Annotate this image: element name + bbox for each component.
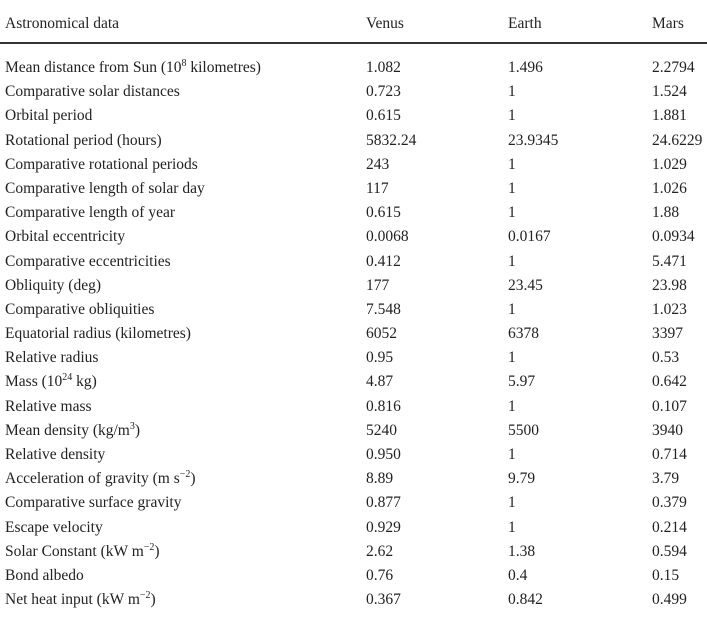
- cell-mars: 0.499: [652, 591, 687, 609]
- row-label: Comparative length of solar day: [5, 179, 205, 197]
- row-label: Comparative solar distances: [5, 83, 180, 101]
- cell-mars: 24.6229: [652, 131, 703, 149]
- cell-mars: 1.023: [652, 300, 687, 318]
- table-row: [0, 131, 707, 155]
- cell-venus: 7.548: [366, 300, 401, 318]
- row-label: Relative radius: [5, 349, 99, 367]
- table-row: [0, 590, 707, 614]
- cell-earth: 1.38: [508, 542, 536, 560]
- cell-venus: 0.950: [366, 446, 401, 463]
- cell-venus: 0.615: [366, 204, 401, 222]
- table-row: [0, 227, 707, 251]
- cell-mars: 0.594: [652, 542, 687, 560]
- cell-venus: 0.367: [366, 591, 401, 609]
- table-row: [0, 348, 707, 372]
- header-earth: Earth: [508, 15, 542, 32]
- cell-earth: 1: [508, 518, 516, 536]
- header-astronomical-data: Astronomical data: [5, 15, 120, 32]
- table-row: [0, 203, 707, 227]
- cell-earth: 1.496: [508, 59, 543, 76]
- table-body: [0, 58, 707, 614]
- row-label: Relative mass: [5, 397, 92, 415]
- header-mars: Mars: [652, 15, 684, 32]
- table-row: [0, 542, 707, 566]
- table-row: [0, 276, 707, 300]
- cell-earth: 1: [508, 397, 516, 415]
- cell-venus: 8.89: [366, 470, 394, 488]
- cell-mars: 1.029: [652, 155, 687, 173]
- row-label: Mean distance from Sun ($10^8$ kilometres): [5, 58, 261, 76]
- cell-venus: 5832.24: [366, 131, 417, 149]
- table-row: [0, 252, 707, 276]
- row-label: Mass ($10^{24}$ kg): [5, 372, 97, 391]
- cell-venus: 0.412: [366, 252, 401, 270]
- cell-venus: 0.816: [366, 397, 401, 415]
- cell-venus: 0.877: [366, 494, 401, 512]
- cell-mars: 0.15: [652, 566, 680, 584]
- cell-mars: 23.98: [652, 276, 687, 294]
- cell-venus: 1.082: [366, 59, 401, 76]
- row-label: Comparative surface gravity: [5, 494, 182, 512]
- cell-earth: 1: [508, 83, 516, 101]
- cell-mars: 3940: [652, 421, 683, 439]
- table-row: [0, 469, 707, 493]
- cell-venus: 0.615: [366, 107, 401, 125]
- cell-earth: 0.4: [508, 566, 528, 584]
- cell-earth: 1: [508, 494, 516, 512]
- table-row: [0, 372, 707, 396]
- table-row: [0, 106, 707, 130]
- cell-venus: 4.87: [366, 373, 394, 391]
- cell-venus: 0.0068: [366, 228, 409, 246]
- cell-mars: 5.471: [652, 252, 687, 270]
- table-row: [0, 518, 707, 542]
- cell-earth: 5500: [508, 421, 539, 439]
- cell-earth: 1: [508, 155, 516, 173]
- table-row: [0, 300, 707, 324]
- cell-earth: 0.0167: [508, 228, 551, 246]
- cell-earth: 1: [508, 300, 516, 318]
- cell-earth: 1: [508, 349, 516, 367]
- cell-earth: 9.79: [508, 470, 536, 488]
- cell-earth: 1: [508, 179, 516, 197]
- cell-earth: 23.9345: [508, 131, 559, 149]
- cell-venus: 0.929: [366, 518, 401, 536]
- cell-mars: 2.2794: [652, 59, 695, 76]
- cell-earth: 1: [508, 107, 516, 125]
- cell-mars: 0.0934: [652, 228, 695, 246]
- cell-mars: 0.379: [652, 494, 687, 512]
- header-rule: [0, 42, 707, 44]
- cell-earth: 23.45: [508, 276, 543, 294]
- row-label: Comparative rotational periods: [5, 155, 198, 173]
- header-venus: Venus: [366, 15, 404, 32]
- cell-earth: 0.842: [508, 591, 543, 609]
- table-row: [0, 445, 707, 469]
- row-label: Orbital eccentricity: [5, 228, 126, 246]
- cell-earth: 1: [508, 252, 516, 270]
- table-row: [0, 493, 707, 517]
- cell-mars: 3.79: [652, 470, 680, 488]
- cell-venus: 177: [366, 276, 390, 294]
- cell-mars: 0.214: [652, 518, 687, 536]
- cell-mars: 1.881: [652, 107, 687, 125]
- row-label: Comparative obliquities: [5, 300, 155, 318]
- cell-mars: 0.107: [652, 397, 687, 415]
- cell-venus: 243: [366, 155, 390, 173]
- row-label: Bond albedo: [5, 566, 84, 584]
- cell-mars: 0.714: [652, 446, 687, 463]
- cell-venus: 0.95: [366, 349, 394, 367]
- table-row: [0, 324, 707, 348]
- table-row: [0, 397, 707, 421]
- table-row: [0, 155, 707, 179]
- row-label: Acceleration of gravity (m $s^{-2}$): [5, 469, 196, 488]
- row-label: Mean density $(kg/m^3)$: [5, 420, 141, 439]
- row-label: Comparative length of year: [5, 204, 176, 222]
- cell-earth: 5.97: [508, 373, 536, 391]
- row-label: Solar Constant (kW $m^{-2}$): [5, 541, 160, 560]
- cell-earth: 1: [508, 204, 516, 222]
- table-row: [0, 58, 707, 82]
- cell-mars: 1.524: [652, 83, 687, 101]
- cell-venus: 117: [366, 179, 389, 197]
- table-row: [0, 566, 707, 590]
- row-label: Orbital period: [5, 107, 93, 125]
- row-label: Relative density: [5, 446, 106, 463]
- cell-mars: 1.026: [652, 179, 687, 197]
- cell-mars: 0.53: [652, 349, 680, 367]
- row-label: Net heat input (kW $m^{-2}$): [5, 590, 156, 609]
- cell-venus: 6052: [366, 325, 397, 343]
- cell-earth: 6378: [508, 325, 539, 343]
- table-row: [0, 82, 707, 106]
- table-row: [0, 179, 707, 203]
- cell-venus: 0.76: [366, 566, 394, 584]
- cell-mars: 0.642: [652, 373, 687, 391]
- row-label: Rotational period (hours): [5, 131, 162, 149]
- row-label: Equatorial radius (kilometres): [5, 325, 191, 343]
- table-row: [0, 421, 707, 445]
- row-label: Comparative eccentricities: [5, 252, 171, 270]
- cell-venus: 0.723: [366, 83, 401, 101]
- cell-venus: 5240: [366, 421, 397, 439]
- row-label: Escape velocity: [5, 518, 103, 536]
- row-label: Obliquity (deg): [5, 276, 101, 294]
- cell-mars: 1.88: [652, 204, 680, 222]
- table-header: [0, 0, 707, 44]
- cell-venus: 2.62: [366, 542, 394, 560]
- cell-earth: 1: [508, 446, 516, 463]
- cell-mars: 3397: [652, 325, 683, 343]
